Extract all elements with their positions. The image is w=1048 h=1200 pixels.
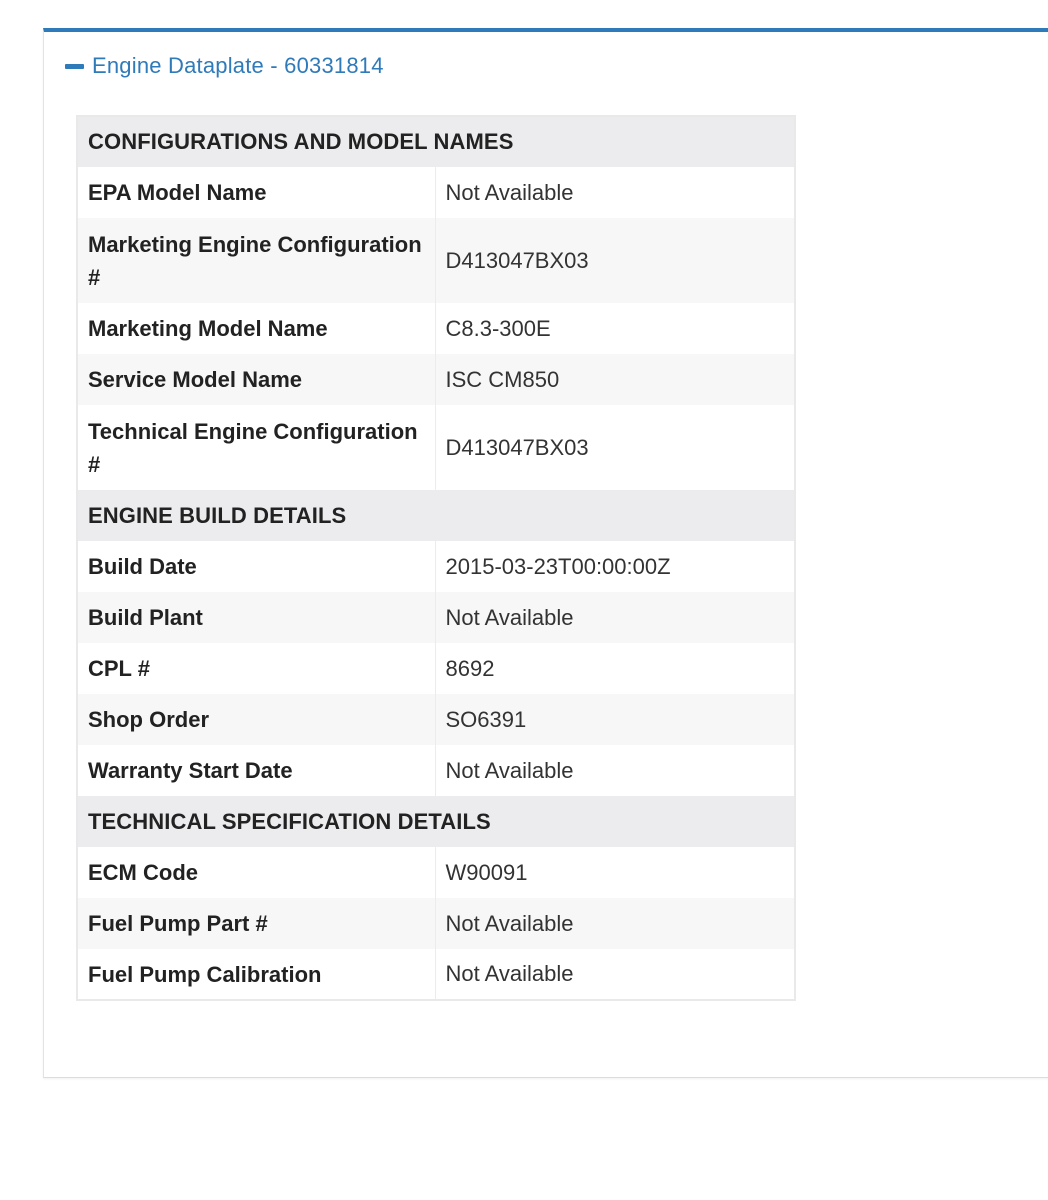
section-title: CONFIGURATIONS AND MODEL NAMES	[77, 116, 795, 167]
table-row	[77, 218, 795, 303]
field-label: Technical Engine Configuration #	[77, 405, 435, 490]
table-row	[77, 592, 795, 643]
table-row	[77, 745, 795, 796]
field-value: 2015-03-23T00:00:00Z	[435, 541, 795, 592]
field-label: Service Model Name	[77, 354, 435, 405]
field-value: Not Available	[435, 949, 795, 1000]
field-label: Marketing Model Name	[77, 303, 435, 354]
field-label: Warranty Start Date	[77, 745, 435, 796]
field-label: Shop Order	[77, 694, 435, 745]
table-row	[77, 898, 795, 949]
table-row	[77, 167, 795, 218]
field-value: Not Available	[435, 745, 795, 796]
field-value: C8.3-300E	[435, 303, 795, 354]
table-row	[77, 354, 795, 405]
field-label: Marketing Engine Configuration #	[77, 218, 435, 303]
table-row	[77, 949, 795, 1000]
field-value: D413047BX03	[435, 405, 795, 490]
panel-title[interactable]: Engine Dataplate - 60331814	[92, 53, 384, 78]
field-label: Build Date	[77, 541, 435, 592]
field-value: ISC CM850	[435, 354, 795, 405]
field-label: Build Plant	[77, 592, 435, 643]
table-row	[77, 541, 795, 592]
table-row	[77, 643, 795, 694]
section-header-technical-specification	[77, 796, 795, 847]
section-title: TECHNICAL SPECIFICATION DETAILS	[77, 796, 795, 847]
field-label: CPL #	[77, 643, 435, 694]
field-value: D413047BX03	[435, 218, 795, 303]
field-value: W90091	[435, 847, 795, 898]
table-row	[77, 405, 795, 490]
field-value: SO6391	[435, 694, 795, 745]
field-label: EPA Model Name	[77, 167, 435, 218]
field-label: Fuel Pump Calibration	[77, 949, 435, 1000]
field-value: 8692	[435, 643, 795, 694]
section-header-configurations	[77, 116, 795, 167]
field-label: Fuel Pump Part #	[77, 898, 435, 949]
dataplate-table	[76, 115, 796, 1001]
table-row	[77, 694, 795, 745]
panel-collapse-toggle[interactable]	[65, 53, 384, 79]
field-value: Not Available	[435, 898, 795, 949]
section-title: ENGINE BUILD DETAILS	[77, 490, 795, 541]
section-header-engine-build	[77, 490, 795, 541]
field-value: Not Available	[435, 167, 795, 218]
table-row	[77, 303, 795, 354]
field-value: Not Available	[435, 592, 795, 643]
table-row	[77, 847, 795, 898]
minus-icon[interactable]	[65, 64, 84, 69]
field-label: ECM Code	[77, 847, 435, 898]
